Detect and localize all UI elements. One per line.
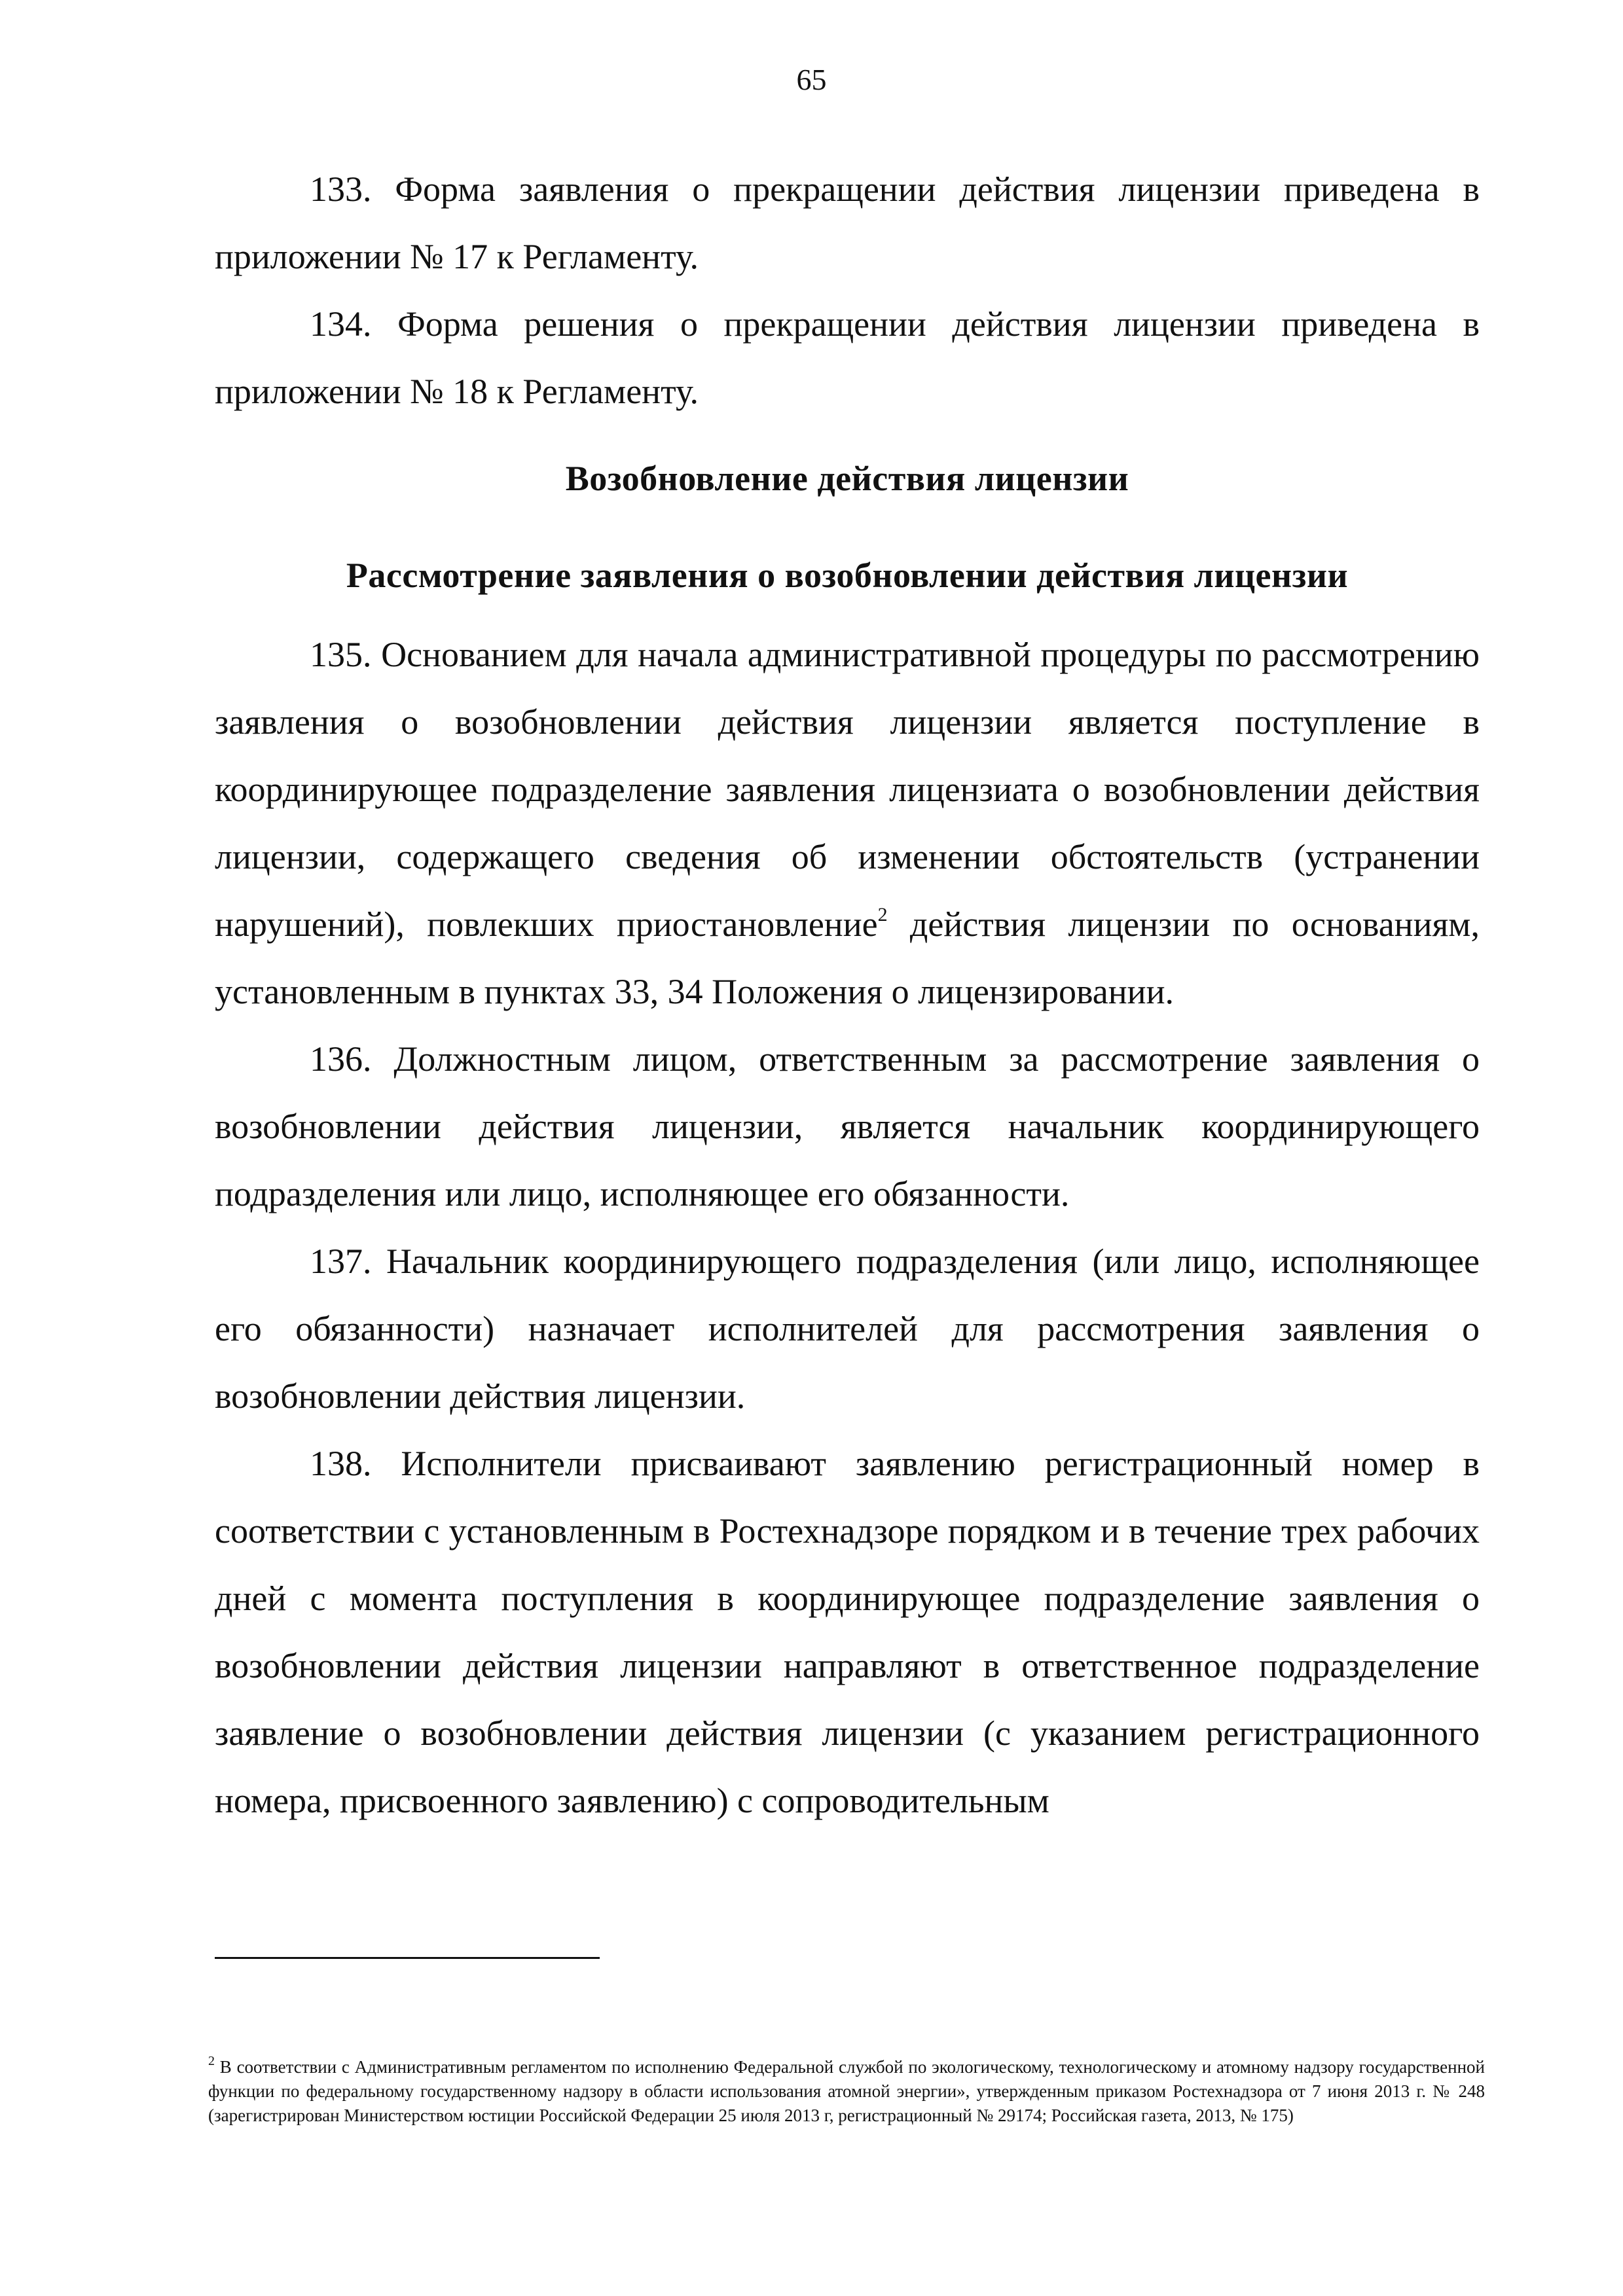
paragraph-138: 138. Исполнители присваивают заявлению регистрационный номер в соответствии с установленным в Ростехнадзоре порядком и в течение трех рабочих дней с момента поступления в координирующее подразделение заявления о возобновлении действия лицензии направляют в ответственное подразделение заявление о возобновлении действия лицензии (с указанием регистрационного номера, присвоенного заявлению) с сопроводительным	[215, 1444, 1480, 1820]
paragraph-135-text-start: 135. Основанием для начала административной процедуры по рассмотрению заявления о возобновлении действия лицензии является поступление в координирующее подразделение заявления лицензиата о возобновлении действия лицензии, содержащего сведения об изменении обстоятельств (устранении нарушений), повлекших приостановление	[215, 635, 1480, 944]
paragraph-136: 136. Должностным лицом, ответственным за рассмотрение заявления о возобновлении действия лицензии, является начальник координирующего подразделения или лицо, исполняющее его обязанности.	[215, 1039, 1480, 1213]
paragraph-137: 137. Начальник координирующего подразделения (или лицо, исполняющее его обязанности) назначает исполнителей для рассмотрения заявления о возобновлении действия лицензии.	[215, 1242, 1480, 1416]
subsection-heading: Рассмотрение заявления о возобновлении действия лицензии	[346, 556, 1349, 595]
paragraph-135	[215, 621, 1480, 1026]
footnote-text: В соответствии с Административным регламентом по исполнению Федеральной службой по экологическому, технологическому и атомному надзору государственной функции по федеральному государственному надзору в области использования атомной энергии», утвержденным приказом Ростехнадзора от 7 июня 2013 г. № 248 (зарегистрирован Министерством юстиции Российской Федерации 25 июля 2013 г, регистрационный № 29174; Российская газета, 2013, № 175)	[208, 2057, 1485, 2125]
page-number: 65	[796, 63, 827, 96]
document-body	[215, 156, 1480, 1835]
footnote-reference: 2	[877, 904, 888, 925]
paragraph-133: 133. Форма заявления о прекращении действия лицензии приведена в приложении № 17 к Регламенту.	[215, 170, 1480, 276]
section-heading: Возобновление действия лицензии	[565, 459, 1129, 498]
footnote	[208, 2055, 1485, 2128]
footnote-marker: 2	[208, 2054, 215, 2068]
footnote-separator	[215, 1957, 600, 1959]
paragraph-134: 134. Форма решения о прекращении действия лицензии приведена в приложении № 18 к Регламенту.	[215, 304, 1480, 411]
paragraph-135-text-end: действия лицензии по основаниям, установленным в пунктах 33, 34 Положения о лицензировании.	[215, 905, 1480, 1011]
